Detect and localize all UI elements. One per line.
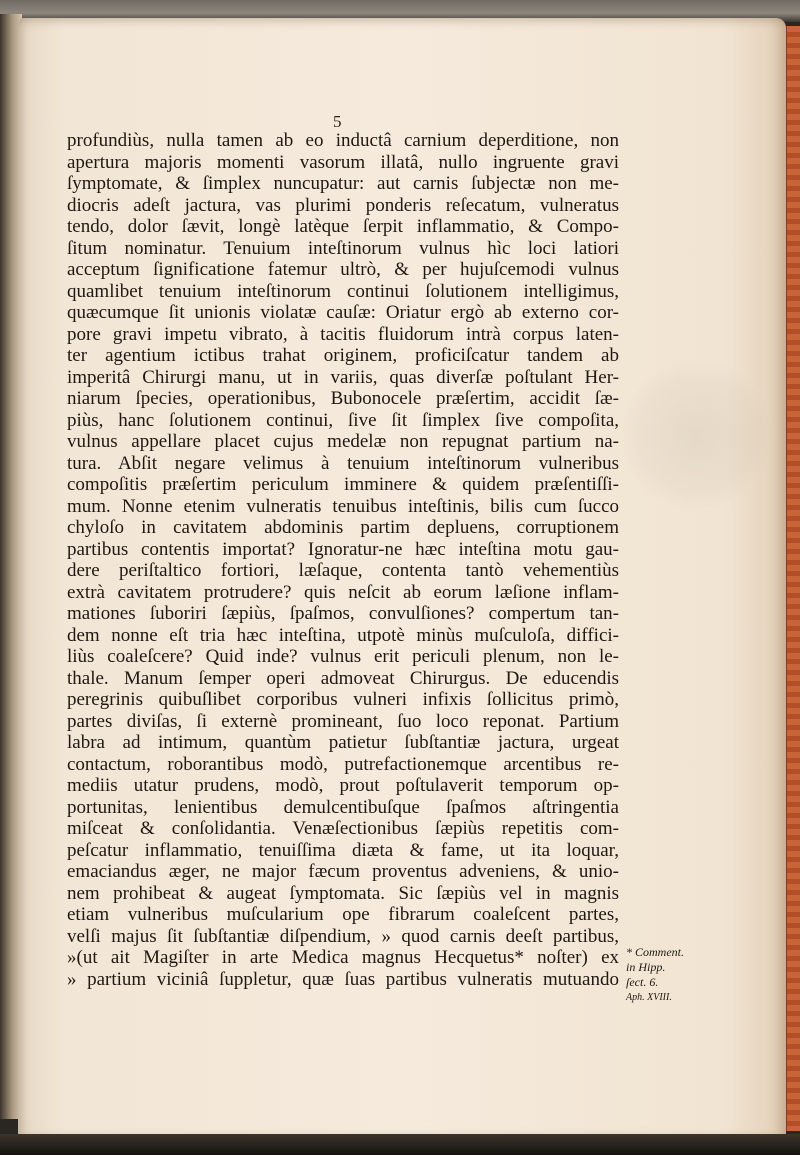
text-line: extrà cavitatem protrudere? quis neſcit ab eorum læſione inflam- <box>67 581 619 603</box>
margin-note-line: in Hipp. <box>626 960 666 974</box>
text-line: »(ut ait Magiſter in arte Medica magnus Hecquetus* noſter) ex <box>67 947 619 968</box>
text-line: tendo, dolor ſævit, longè latèque ſerpit inflammatio, & Compo- <box>67 216 619 237</box>
text-line: ſymptomate, & ſimplex nuncupatur: aut carnis ſubjectæ non me- <box>67 173 619 194</box>
text-line: niarum ſpecies, operationibus, Bubonocele præſertim, accidit ſæ- <box>67 388 619 409</box>
text-line: ter agentium ictibus trahat originem, proficiſcatur tandem ab <box>67 345 619 366</box>
text-line: labra ad intimum, quantùm patietur ſubſtantiæ jactura, urgeat <box>67 732 619 753</box>
text-line: acceptum ſignificatione fatemur ultrò, & per hujuſcemodi vulnus <box>67 259 619 280</box>
margin-note-line: * Comment. <box>626 945 684 959</box>
paper-stain <box>622 360 772 510</box>
book-bottom-edge <box>0 1134 800 1155</box>
text-line: quamlibet tenuium inteſtinorum continui ſolutionem intelligimus, <box>67 280 619 302</box>
text-line: peregrinis quibuſlibet corporibus vulneri infixis ſollicitus primò, <box>67 689 619 710</box>
text-line: contactum, roborantibus modò, putrefactionemque arcentibus re- <box>67 753 619 775</box>
text-line: portunitas, lenientibus demulcentibuſque ſpaſmos aſtringentia <box>67 796 619 818</box>
text-line: nem prohibeat & augeat ſymptomata. Sic ſæpiùs vel in magnis <box>67 882 619 904</box>
text-line: mediis utatur prudens, modò, prout poſtulaverit temporum op- <box>67 775 619 796</box>
text-line: ſitum nominatur. Tenuium inteſtinorum vulnus hìc loci latiori <box>67 237 619 259</box>
text-line: imperitâ Chirurgi manu, ut in variis, quas diverſæ poſtulant Her- <box>67 366 619 388</box>
text-line: quæcumque ſit unionis violatæ cauſæ: Oriatur ergò ab externo cor- <box>67 302 619 323</box>
text-line: chyloſo in cavitatem abdominis partim depluens, corruptionem <box>67 517 619 538</box>
text-line: emaciandus æger, ne major fæcum proventus adveniens, & unio- <box>67 861 619 882</box>
text-line: miſceat & conſolidantia. Venæſectionibus ſæpiùs repetitis com- <box>67 818 619 839</box>
text-line: pore gravi impetu vibrato, à tacitis fluidorum intrà corpus laten- <box>67 323 619 345</box>
text-line: dem nonne eſt tria hæc inteſtina, utpotè minùs muſculoſa, diffici- <box>67 624 619 646</box>
margin-note-line: Aph. XVIII. <box>626 992 672 1003</box>
text-line: compoſitis præſertim periculum imminere & quidem præſentiſſi- <box>67 474 619 495</box>
text-line: apertura majoris momenti vasorum illatâ, nullo ingruente gravi <box>67 151 619 173</box>
page-edges-red <box>786 26 800 1131</box>
margin-note <box>626 945 716 1005</box>
text-line: piùs, hanc ſolutionem continui, ſive ſit ſimplex ſive compoſita, <box>67 409 619 431</box>
body-text <box>67 130 619 990</box>
text-line: tura. Abſit negare velimus à tenuium inteſtinorum vulneribus <box>67 452 619 474</box>
text-line: thale. Manum ſemper operi admoveat Chirurgus. De educendis <box>67 667 619 689</box>
text-line: vulnus appellare placet cujus medelæ non repugnat partium na- <box>67 431 619 452</box>
margin-note-line: ſect. 6. <box>626 975 659 989</box>
text-line: peſcatur inflammatio, tenuiſſima diæta & fame, ut ita loquar, <box>67 839 619 861</box>
text-line: » partium viciniâ ſuppletur, quæ ſuas partibus vulneratis mutuando <box>67 968 619 990</box>
text-line: partibus contentis importat? Ignoratur-ne hæc inteſtina motu gau- <box>67 538 619 560</box>
text-line: dere periſtaltico fortiori, læſaque, contenta tantò vehementiùs <box>67 560 619 581</box>
text-line: partes diviſas, ſi externè promineant, ſuo loco reponat. Partium <box>67 710 619 732</box>
text-line: mum. Nonne etenim vulneratis tenuibus inteſtinis, bilis cum ſucco <box>67 495 619 517</box>
text-line: etiam vulneribus muſcularium ope fibrarum coaleſcent partes, <box>67 904 619 925</box>
text-line: liùs coaleſcere? Quid inde? vulnus erit periculi plenum, non le- <box>67 646 619 667</box>
text-line: velſi majus ſit ſubſtantiæ diſpendium, » quod carnis deeſt partibus, <box>67 925 619 947</box>
page-number: 5 <box>333 112 342 131</box>
text-line: diocris adeſt jactura, vas plurimi ponderis reſecatum, vulneratus <box>67 194 619 216</box>
text-line: profundiùs, nulla tamen ab eo inductâ carnium deperditione, non <box>67 130 619 151</box>
text-line: mationes ſuboriri ſæpiùs, ſpaſmos, convulſiones? compertum tan- <box>67 603 619 624</box>
